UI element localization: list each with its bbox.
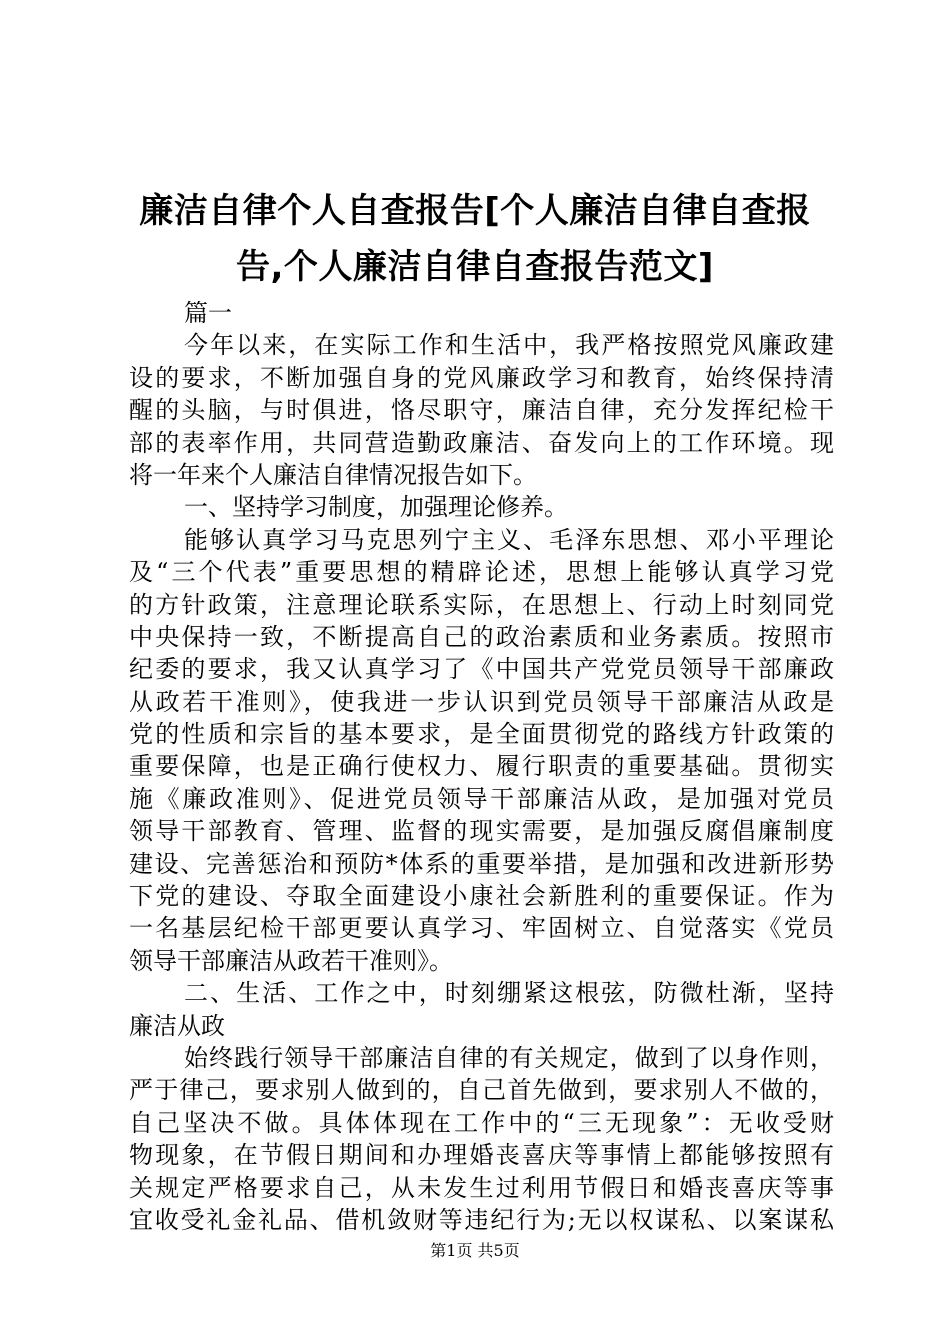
body-line: 中央保持一致，不断提高自己的政治素质和业务素质。按照市 [129, 622, 834, 651]
body-line: 从政若干准则》，使我进一步认识到党员领导干部廉洁从政是 [129, 687, 834, 716]
body-line: 一、坚持学习制度，加强理论修养。 [184, 493, 568, 522]
body-line: 重要保障，也是正确行使权力、履行职责的重要基础。贯彻实 [129, 752, 834, 781]
body-line: 一名基层纪检干部更要认真学习、牢固树立、自觉落实《党员 [129, 914, 834, 943]
body-line: 廉洁从政 [129, 1011, 225, 1040]
page-footer: 第1页 共5页 [430, 1241, 520, 1260]
document-title [120, 183, 830, 295]
body-line: 及“三个代表”重要思想的精辟论述，思想上能够认真学习党 [129, 558, 834, 587]
body-line: 醒的头脑，与时俱进，恪尽职守，廉洁自律，充分发挥纪检干 [129, 396, 834, 425]
body-line: 将一年来个人廉洁自律情况报告如下。 [129, 460, 537, 489]
body-line: 今年以来，在实际工作和生活中，我严格按照党风廉政建 [184, 331, 834, 360]
body-line: 领导干部教育、管理、监督的现实需要，是加强反腐倡廉制度 [129, 817, 834, 846]
body-line: 二、生活、工作之中，时刻绷紧这根弦，防微杜渐，坚持 [184, 979, 834, 1008]
body-line: 纪委的要求，我又认真学习了《中国共产党党员领导干部廉政 [129, 655, 834, 684]
body-line: 建设、完善惩治和预防*体系的重要举措，是加强和改进新形势 [129, 849, 834, 878]
body-line: 关规定严格要求自己，从未发生过利用节假日和婚丧喜庆等事 [129, 1173, 834, 1202]
body-line: 篇一 [184, 299, 232, 327]
body-line: 部的表率作用，共同营造勤政廉洁、奋发向上的工作环境。现 [129, 428, 834, 457]
body-line: 严于律己，要求别人做到的，自己首先做到，要求别人不做的， [129, 1076, 834, 1105]
body-line: 下党的建设、夺取全面建设小康社会新胜利的重要保证。作为 [129, 882, 834, 911]
body-line: 自己坚决不做。具体体现在工作中的“三无现象”：无收受财 [129, 1108, 834, 1137]
body-line: 的方针政策，注意理论联系实际，在思想上、行动上时刻同党 [129, 590, 834, 619]
document-body [129, 297, 834, 1236]
body-line: 物现象，在节假日期间和办理婚丧喜庆等事情上都能够按照有 [129, 1141, 834, 1170]
title-line-2: 告,个人廉洁自律自查报告范文] [236, 247, 714, 287]
body-line: 党的性质和宗旨的基本要求，是全面贯彻党的路线方针政策的 [129, 720, 834, 749]
body-line: 设的要求，不断加强自身的党风廉政学习和教育，始终保持清 [129, 363, 834, 392]
body-line: 始终践行领导干部廉洁自律的有关规定，做到了以身作则， [184, 1043, 834, 1072]
body-line: 宜收受礼金礼品、借机敛财等违纪行为;无以权谋私、以案谋私 [129, 1205, 834, 1234]
title-line-1: 廉洁自律个人自查报告[个人廉洁自律自查报 [139, 191, 811, 231]
body-line: 能够认真学习马克思列宁主义、毛泽东思想、邓小平理论 [184, 525, 834, 554]
body-line: 施《廉政准则》、促进党员领导干部廉洁从政，是加强对党员 [129, 784, 834, 813]
body-line: 领导干部廉洁从政若干准则》。 [129, 946, 453, 975]
